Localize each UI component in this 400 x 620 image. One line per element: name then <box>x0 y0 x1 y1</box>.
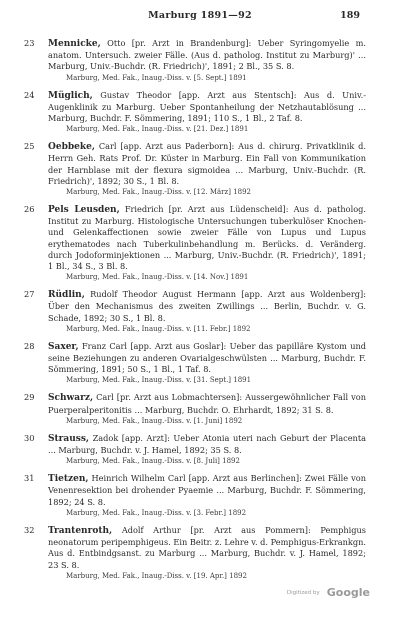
entry-citation: Marburg, Med. Fak., Inaug.-Diss. v. [14. Nov.] 1891 <box>66 273 249 282</box>
entry-description: Adolf Arthur [pr. Arzt aus Pommern]: Pemphigus neonatorum peripemphigeus. Ein Beitr. z. Lehre v. d. Pemphigus-Erkrankgn. Aus d. Entbindgsanst. zu Marburg ... Marburg, Buchdr. v. J. Hamel, 1892; 23 S. 8. <box>48 524 366 570</box>
list-item <box>0 341 400 386</box>
author-name: Schwarz, <box>48 393 94 404</box>
entry-citation: Marburg, Med. Fak., Inaug.-Diss. v. [12. März] 1892 <box>66 188 251 197</box>
list-item <box>0 473 400 518</box>
google-logo: Google <box>326 586 370 599</box>
entry-description: Gustav Theodor [app. Arzt aus Stentsch]: Aus d. Univ.-Augenklinik zu Marburg. Ueber Spontanheilung der Netzhautablösung ... Marburg, Buchdr. F. Sömmering, 1891; 110 S., 1 Bl., 2 Taf. 8. <box>48 89 366 124</box>
list-item <box>0 525 400 581</box>
author-name: Trantenroth, <box>48 525 113 536</box>
list-item <box>0 204 400 282</box>
list-item <box>0 289 400 334</box>
entry-text <box>48 90 366 125</box>
entry-citation: Marburg, Med. Fak., Inaug.-Diss. v. [31. Sept.] 1891 <box>66 376 252 385</box>
list-item <box>0 392 400 425</box>
entry-text <box>48 204 366 272</box>
entry-description: Heinrich Wilhelm Carl [app. Arzt aus Berlinchen]: Zwei Fälle von Venenresektion bei drohender Pyaemie ... Marburg, Buchdr. F. Sömmering, 1892; 24 S. 8. <box>48 473 366 507</box>
entry-text <box>48 525 366 571</box>
entry-text <box>48 289 366 324</box>
entry-description: Carl [app. Arzt aus Paderborn]: Aus d. chirurg. Privatklinik d. Herrn Geh. Rats Prof. Dr. Küster in Marburg. Ein Fall von Kommunikation der Harnblase mit der flexura sigmoidea ... Marburg, Univ.-Buchdr. (R. Friedrich)', 1892; 30 S., 1 Bl. 8. <box>48 141 366 186</box>
entry-number: 31 <box>24 473 35 484</box>
entry-number: 30 <box>24 432 35 443</box>
list-item <box>0 38 400 83</box>
author-name: Pels Leusden, <box>48 205 120 216</box>
author-name: Oebbeke, <box>48 142 95 153</box>
list-item <box>0 90 400 135</box>
entry-list <box>0 38 400 588</box>
entry-number: 32 <box>24 524 35 535</box>
running-title: Marburg 1891—92 <box>148 10 252 21</box>
entry-number: 26 <box>24 204 35 215</box>
list-item <box>0 433 400 466</box>
author-name: Mennicke, <box>48 39 101 49</box>
google-watermark <box>287 582 370 601</box>
entry-text <box>48 392 366 415</box>
entry-text <box>48 433 366 456</box>
page-header <box>0 10 400 24</box>
entry-description: Rudolf Theodor August Hermann [app. Arzt aus Woldenberg]: Über den Mechanismus des zweiten Zwillings ... Berlin, Buchdr. v. G. Schade, 1892; 30 S., 1 Bl. 8. <box>48 289 366 323</box>
entry-citation: Marburg, Med. Fak., Inaug.-Diss. v. [3. Febr.] 1892 <box>66 508 247 517</box>
entry-citation: Marburg, Med. Fak., Inaug.-Diss. v. [8. Juli] 1892 <box>66 457 240 466</box>
entry-number: 27 <box>24 289 35 300</box>
entry-text <box>48 38 366 73</box>
entry-description: Otto [pr. Arzt in Brandenburg]: Ueber Syringomyelie m. anatom. Untersuch. zweier Fälle. (Aus d. patholog. Institut zu Marburg)' ... Marburg, Univ.-Buchdr. (R. Friedrich)', 1891; 2 Bl., 35 S. 8. <box>48 38 366 72</box>
entry-citation: Marburg, Med. Fak., Inaug.-Diss. v. [5. Sept.] 1891 <box>66 73 247 82</box>
entry-number: 28 <box>24 340 35 351</box>
entry-text <box>48 141 366 187</box>
entry-citation: Marburg, Med. Fak., Inaug.-Diss. v. [1. Juni] 1892 <box>66 416 243 425</box>
entry-description: Friedrich [pr. Arzt aus Lüdenscheid]: Aus d. patholog. Institut zu Marburg. Histologische Untersuchungen tuberkulöser Knochen- und Gelenkaffectionen sowie zweier Fälle von Lupus und Lupus erythematodes nach Tuberkulinbehandlung m. Berücks. d. Veränderg. durch Jodoforminjektionen ... Marburg, Univ.-Buchdr. (R. Friedrich)', 1891; 1 Bl., 34 S., 3 Bl. 8. <box>48 204 366 272</box>
entry-description: Zadok [app. Arzt]: Ueber Atonia uteri nach Geburt der Placenta ... Marburg, Buchdr. v. J. Hamel, 1892; 35 S. 8. <box>48 432 366 456</box>
entry-number: 29 <box>24 392 35 403</box>
author-name: Strauss, <box>48 433 90 444</box>
entry-number: 25 <box>24 141 35 152</box>
entry-description: Carl [pr. Arzt aus Lobmachtersen]: Aussergewöhnlicher Fall von Puerperalperitonitis ... Marburg, Buchdr. O. Ehrhardt, 1892; 31 S. 8. <box>48 392 366 415</box>
list-item <box>0 141 400 197</box>
author-name: Saxer, <box>48 341 79 352</box>
entry-citation: Marburg, Med. Fak., Inaug.-Diss. v. [11. Febr.] 1892 <box>66 324 251 333</box>
author-name: Rüdlin, <box>48 290 85 301</box>
entry-number: 24 <box>24 89 35 100</box>
page-number: 189 <box>340 10 360 21</box>
watermark-prefix: Digitized by <box>286 589 320 596</box>
entry-citation: Marburg, Med. Fak., Inaug.-Diss. v. [21. Dez.] 1891 <box>66 125 249 134</box>
author-name: Müglich, <box>48 90 93 101</box>
author-name: Tietzen, <box>48 474 89 485</box>
entry-text <box>48 341 366 376</box>
entry-text <box>48 473 366 508</box>
entry-number: 23 <box>24 38 35 48</box>
entry-citation: Marburg, Med. Fak., Inaug.-Diss. v. [19. Apr.] 1892 <box>66 571 247 580</box>
entry-description: Franz Carl [app. Arzt aus Goslar]: Ueber das papilläre Kystom und seine Beziehungen zu anderen Ovarialgeschwülsten ... Marburg, Buchdr. F. Sömmering, 1891; 50 S., 1 Bl., 1 Taf. 8. <box>48 340 367 375</box>
